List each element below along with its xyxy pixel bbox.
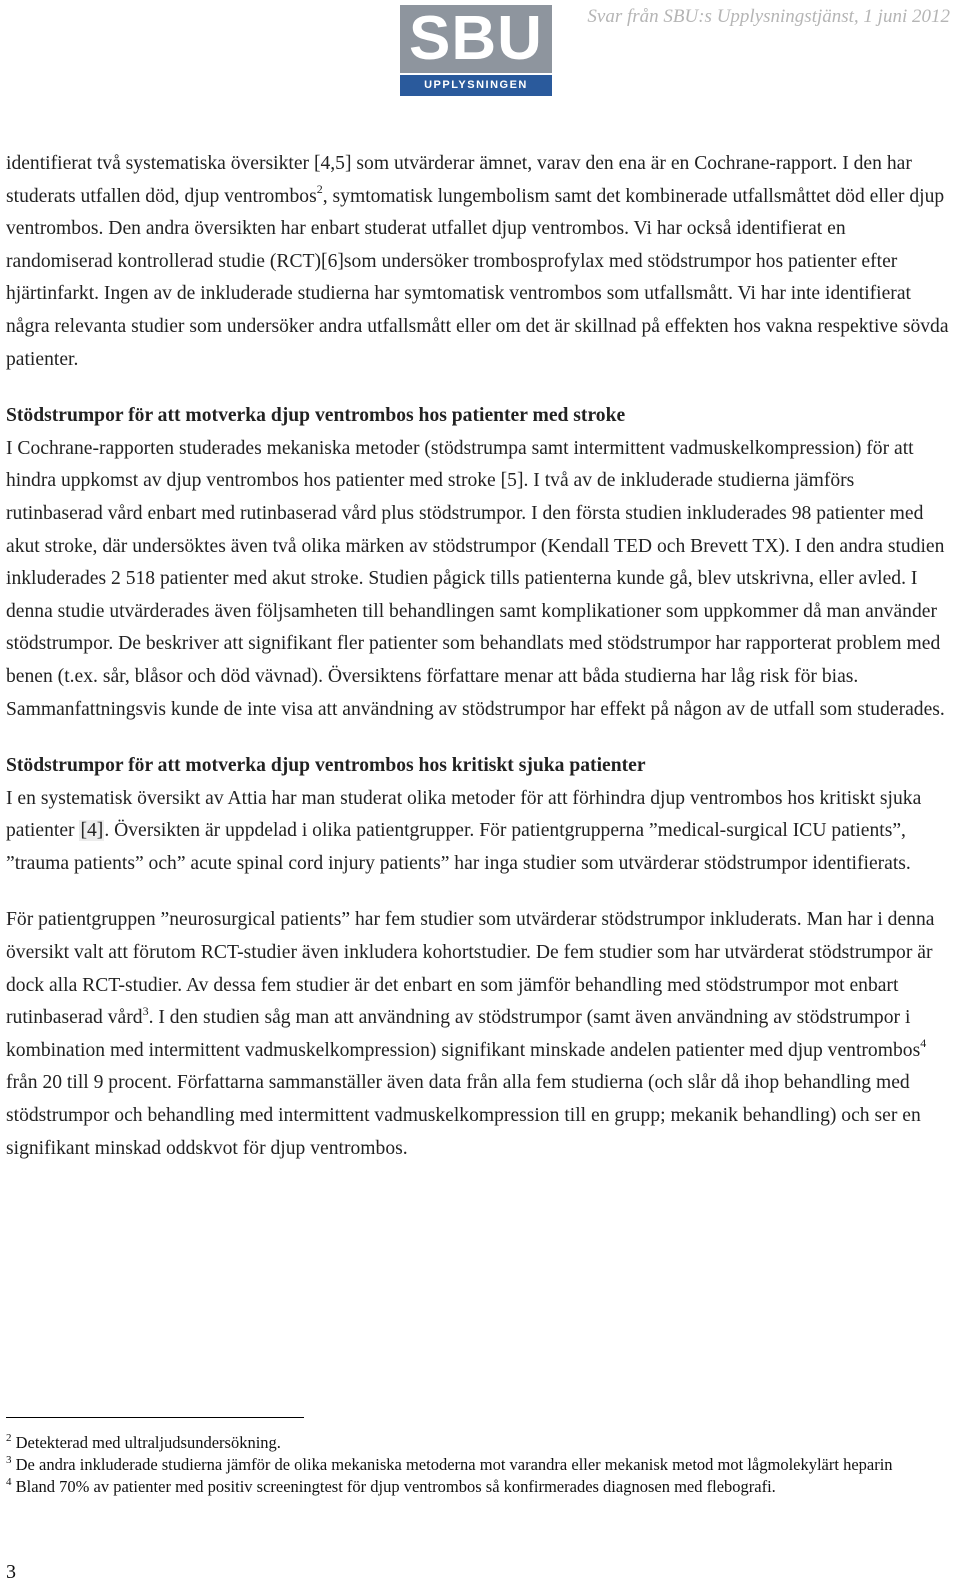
page-header [0,0,960,100]
footnote-item: $^3$ De andra inkluderade studierna jämför de olika mekaniska metoderna mot varandra eller mekanisk metod mot lågmolekylärt heparin [6,1453,893,1474]
section-heading-critically-ill: Stödstrumpor för att motverka djup ventrombos hos kritiskt sjuka patienter [6,755,646,777]
footnote-item: $^2$ Detekterad med ultraljudsundersökning. [6,1431,281,1452]
paragraph-stroke: I Cochrane-rapporten studerades mekaniska metoder (stödstrumpa samt intermittent vadmuskelkompression) för att hindra uppkomst av djup ventrombos hos patienter med stroke [5]. I två av de inkluderade studierna jämförs rutinbaserad vård enbart med rutinbaserad vård plus stödstrumpor. I den första studien inkluderades 98 patienter med akut stroke, där undersöktes även två olika märken av stödstrumpor (Kendall TED och Brevett TX). I den andra studien inkluderades 2 518 patienter med akut stroke. Studien pågick tills patienterna kunde gå, blev utskrivna, eller avled. I denna studie utvärderades även följsamheten till behandlingen samt komplikationer som uppkommer då man använder stödstrumpor. De beskriver att signifikant fler patienter som behandlats med stödstrumpor har rapporterat problem med benen (t.ex. sår, blåsor och död vävnad). Översiktens författare menar att båda studierna har låg risk för bias. Sammanfattningsvis kunde de inte visa att användning av stödstrumpor har effekt på någon av de utfall som studerades. [6,437,945,720]
footnote-divider [6,1417,304,1418]
paragraph-neurosurgical: För patientgruppen ”neurosurgical patients” har fem studier som utvärderar stödstrumpor inkluderats. Man har i denna översikt valt att förutom RCT-studier även inkludera kohortstudier. De fem studier som har utvärderat stödstrumpor är dock alla RCT-studier. Av dessa fem studier är det enbart en som jämför behandling med stödstrumpor mot enbart rutinbaserad vård$^3$. I den studien såg man att användning av stödstrumpor (samt även användning av stödstrumpor i kombination med intermittent vadmuskelkompression) signifikant minskade andelen patienter med djup ventrombos$^4$ från 20 till 9 procent. Författarna sammanställer även data från alla fem studierna (och slår då ihop behandling med stödstrumpor och behandling med intermittent vadmuskelkompression till en grupp; mekanik behandling) och ser en signifikant minskad oddskvot för djup ventrombos. [6,909,935,1159]
footnote-item: $^4$ Bland 70% av patienter med positiv screeningtest för djup ventrombos så konfirmerades diagnosen med flebografi. [6,1475,776,1496]
footnote-ref[interactable]: 2 [316,182,323,197]
citation-link[interactable]: [4] [80,820,104,842]
page-number: 3 [6,1561,16,1583]
logo-text: SBU [409,4,543,73]
logo-subtext: UPPLYSNINGEN [424,79,528,91]
footnote-ref[interactable]: 4 [920,1036,927,1051]
document-body [6,148,954,1165]
footnote-ref[interactable]: 3 [142,1003,149,1018]
header-note: Svar från SBU:s Upplysningstjänst, 1 juni 2012 [587,6,950,27]
sbu-logo [400,5,552,96]
paragraph-critically-ill: I en systematisk översikt av Attia har man studerat olika metoder för att förhindra djup ventrombos hos kritiskt sjuka patienter [4]. Översikten är uppdelad i olika patientgrupper. För patientgrupperna ”medical-surgical ICU patients”, ”trauma patients” och” acute spinal cord injury patients” har inga studier som utvärderar stödstrumpor identifierats. [6,787,922,874]
footnotes [6,1432,946,1498]
section-heading-stroke: Stödstrumpor för att motverka djup ventrombos hos patienter med stroke [6,405,626,427]
paragraph-intro: identifierat två systematiska översikter [4,5] som utvärderar ämnet, varav den ena är en Cochrane-rapport. I den har studerats utfallen död, djup ventrombos$^2$, symtomatisk lungembolism samt det kombinerade utfallsmåttet död eller djup ventrombos. Den andra översikten har enbart studerat utfallet djup ventrombos. Vi har också identifierat en randomiserad kontrollerad studie (RCT)[6]som undersöker trombosprofylax med stödstrumpor hos patienter efter hjärtinfarkt. Ingen av de inkluderade studierna har symtomatisk ventrombos som utfallsmått. Vi har inte identifierat några relevanta studier som undersöker andra utfallsmått eller om det är skillnad på effekten hos vakna respektive sövda patienter. [6,153,949,370]
